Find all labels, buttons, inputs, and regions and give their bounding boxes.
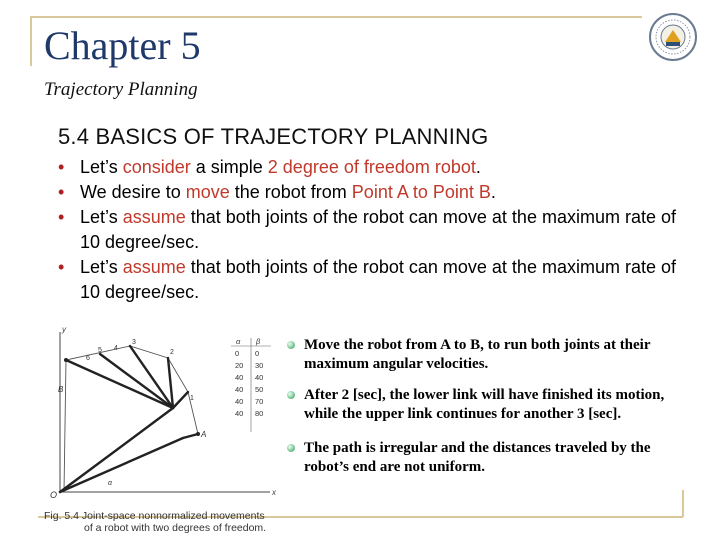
figure-notes-list — [286, 336, 696, 477]
y-axis-label: y — [62, 325, 66, 334]
bullet-item: • Let’s assume that both joints of the robot can move at the maximum rate of 10 degree/sec. — [58, 205, 698, 255]
path-point-4: 4 — [114, 345, 118, 352]
x-axis-label: x — [272, 488, 276, 497]
table-cell: 40 — [235, 373, 244, 382]
table-cell: 40 — [235, 397, 244, 406]
bullet-item: • We desire to move the robot from Point A to Point B. — [58, 180, 698, 205]
bullet-item: • Let’s assume that both joints of the robot can move at the maximum rate of 10 degree/sec. — [58, 255, 698, 305]
bullet-item: • Let’s consider a simple 2 degree of freedom robot. — [58, 155, 698, 180]
table-cell: 30 — [255, 361, 264, 370]
table-header-alpha: α — [236, 337, 241, 346]
alpha-angle-label: α — [108, 480, 112, 487]
slide-frame-right — [682, 490, 684, 517]
table-cell: 20 — [235, 361, 244, 370]
table-cell: 0 — [235, 349, 240, 358]
point-b-label: B — [58, 385, 64, 394]
robot-joint-space-figure — [38, 320, 288, 510]
university-seal-icon — [648, 12, 698, 62]
point-a-label: A — [201, 430, 207, 439]
path-point-5: 5 — [98, 347, 102, 354]
note-item: The path is irregular and the distances traveled by the robot’s end are not uniform. — [286, 439, 696, 477]
note-item: Move the robot from A to B, to run both joints at their maximum angular velocities. — [286, 336, 696, 374]
table-header-beta: β — [256, 337, 261, 346]
table-cell: 70 — [255, 397, 264, 406]
path-point-6: 6 — [86, 355, 90, 362]
slide-subtitle: Trajectory Planning — [44, 79, 198, 100]
robot-links — [60, 346, 198, 492]
table-cell: 40 — [255, 373, 264, 382]
path-point-3: 3 — [132, 339, 136, 346]
slide-frame-top — [30, 16, 642, 18]
table-cell: 40 — [235, 385, 244, 394]
table-cell: 40 — [235, 409, 244, 418]
origin-label: O — [50, 490, 58, 500]
table-cell: 0 — [255, 349, 260, 358]
figure-caption — [44, 510, 266, 534]
slide-title: Chapter 5 — [44, 23, 201, 68]
joint-angle-table — [231, 337, 271, 432]
point-a-marker — [196, 432, 200, 436]
table-cell: 80 — [255, 409, 264, 418]
caption-line-1: Fig. 5.4 Joint-space nonnormalized movements — [44, 510, 265, 522]
caption-line-2: of a robot with two degrees of freedom. — [84, 522, 267, 534]
slide-frame-left — [30, 16, 32, 66]
point-b-marker — [64, 358, 68, 362]
path-point-2: 2 — [170, 349, 174, 356]
section-heading: 5.4 BASICS OF TRAJECTORY PLANNING — [58, 124, 489, 149]
table-cell: 50 — [255, 385, 264, 394]
bullet-list — [58, 155, 698, 305]
path-point-1: 1 — [190, 395, 194, 402]
note-item: After 2 [sec], the lower link will have finished its motion, while the upper link continues for another 3 [sec]. — [286, 386, 696, 424]
